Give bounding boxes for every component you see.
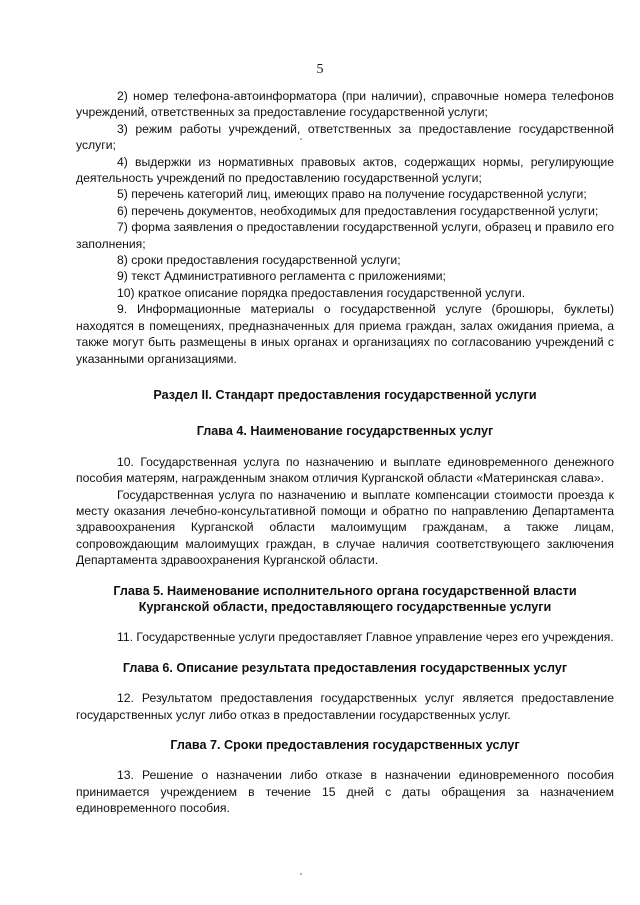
chapter-5-heading-line-1: Глава 5. Наименование исполнительного органа государственной власти bbox=[113, 583, 577, 598]
scan-speck bbox=[300, 138, 302, 140]
page-body bbox=[76, 88, 614, 817]
paragraph-13: 13. Решение о назначении либо отказе в назначении единовременного пособия принимается учреждением в течение 15 дней с даты обращения за назначением единовременного пособия. bbox=[76, 768, 614, 816]
list-item-8: 8) сроки предоставления государственной услуги; bbox=[117, 253, 401, 268]
list-item-4: 4) выдержки из нормативных правовых актов, содержащих нормы, регулирующие деятельность учреждений по предоставлению государственной услуги; bbox=[76, 154, 614, 186]
paragraph-10: 10. Государственная услуга по назначению и выплате единовременного денежного пособия матерям, награжденным знаком отличия Курганской области «Материнская слава». bbox=[76, 454, 614, 486]
chapter-7-heading: Глава 7. Сроки предоставления государственных услуг bbox=[170, 738, 520, 752]
section-2-heading: Раздел II. Стандарт предоставления государственной услуги bbox=[153, 387, 537, 402]
paragraph-12: 12. Результатом предоставления государственных услуг является предоставление государственных услуг либо отказ в предоставлении государственных услуг. bbox=[76, 691, 614, 722]
page-number: 5 bbox=[316, 62, 324, 77]
paragraph-9: 9. Информационные материалы о государственной услуге (брошюры, буклеты) находятся в помещениях, предназначенных для приема граждан, залах ожидания приема, а также могут быть размещены в иных органах и организациях по согласованию учреждений с указанными организациями. bbox=[76, 302, 614, 366]
scan-speck bbox=[300, 873, 302, 875]
chapter-5-heading-line-2: Курганской области, предоставляющего государственные услуги bbox=[138, 599, 552, 614]
paragraph-10-continued: Государственная услуга по назначению и выплате компенсации стоимости проезда к месту оказания лечебно-консультативной помощи и обратно по направлению Департамента здравоохранения Курганской области малоимущим гражданам, а также лицам, сопровождающим малоимущих граждан, в случае наличия соответствующего заключения Департамента здравоохранения Курганской области. bbox=[76, 487, 614, 568]
list-item-10: 10) краткое описание порядка предоставления государственной услуги. bbox=[117, 285, 526, 300]
list-item-6: 6) перечень документов, необходимых для предоставления государственной услуги; bbox=[117, 203, 599, 218]
paragraph-11: 11. Государственные услуги предоставляет Главное управление через его учреждения. bbox=[117, 630, 614, 645]
list-item-7: 7) форма заявления о предоставлении государственной услуги, образец и правило его заполнения; bbox=[76, 220, 614, 251]
chapter-6-heading: Глава 6. Описание результата предоставления государственных услуг bbox=[122, 660, 568, 675]
chapter-4-heading: Глава 4. Наименование государственных услуг bbox=[196, 424, 494, 439]
list-item-9: 9) текст Административного регламента с приложениями; bbox=[117, 269, 446, 284]
list-item-5: 5) перечень категорий лиц, имеющих право на получение государственной услуги; bbox=[117, 187, 587, 202]
list-item-2: 2) номер телефона-автоинформатора (при наличии), справочные номера телефонов учреждений, ответственных за предоставление государственной услуги; bbox=[76, 89, 614, 120]
list-item-3: 3) режим работы учреждений, ответственных за предоставление государственной услуги; bbox=[76, 121, 614, 153]
